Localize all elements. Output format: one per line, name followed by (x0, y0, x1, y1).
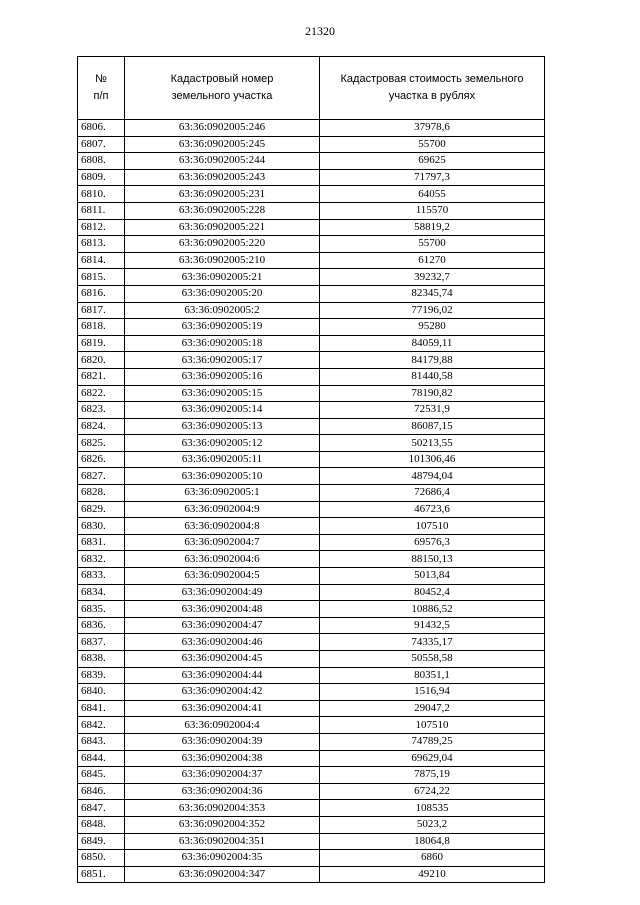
cadastral-number: 63:36:0902004:44 (125, 667, 320, 684)
table-row (78, 833, 545, 850)
cadastral-number: 63:36:0902004:45 (125, 651, 320, 668)
cadastral-value: 39232,7 (320, 269, 545, 286)
header-index: № п/п (78, 57, 125, 120)
cadastral-value: 29047,2 (320, 700, 545, 717)
table-row (78, 368, 545, 385)
table-row (78, 402, 545, 419)
cadastral-value: 80452,4 (320, 584, 545, 601)
row-index: 6809. (78, 169, 125, 186)
table-row (78, 385, 545, 402)
table-row (78, 236, 545, 253)
table-row (78, 568, 545, 585)
table-row (78, 850, 545, 867)
cadastral-number: 63:36:0902004:46 (125, 634, 320, 651)
row-index: 6839. (78, 667, 125, 684)
cadastral-number: 63:36:0902004:47 (125, 617, 320, 634)
table-row (78, 169, 545, 186)
row-index: 6827. (78, 468, 125, 485)
cadastral-number: 63:36:0902004:39 (125, 733, 320, 750)
row-index: 6837. (78, 634, 125, 651)
cadastral-number: 63:36:0902004:7 (125, 534, 320, 551)
row-index: 6830. (78, 518, 125, 535)
cadastral-number: 63:36:0902004:352 (125, 816, 320, 833)
cadastral-value: 7875,19 (320, 767, 545, 784)
cadastral-value: 88150,13 (320, 551, 545, 568)
row-index: 6810. (78, 186, 125, 203)
row-index: 6851. (78, 866, 125, 883)
table-row (78, 783, 545, 800)
cadastral-value: 95280 (320, 319, 545, 336)
cadastral-value: 101306,46 (320, 451, 545, 468)
cadastral-value: 84059,11 (320, 335, 545, 352)
cadastral-number: 63:36:0902004:38 (125, 750, 320, 767)
cadastral-value: 115570 (320, 202, 545, 219)
cadastral-number: 63:36:0902005:220 (125, 236, 320, 253)
cadastral-value: 69625 (320, 153, 545, 170)
cadastral-number: 63:36:0902004:6 (125, 551, 320, 568)
cadastral-value: 5013,84 (320, 568, 545, 585)
table-row (78, 136, 545, 153)
row-index: 6811. (78, 202, 125, 219)
table-row (78, 451, 545, 468)
table-row (78, 601, 545, 618)
row-index: 6840. (78, 684, 125, 701)
cadastral-number: 63:36:0902005:19 (125, 319, 320, 336)
table-row (78, 285, 545, 302)
table-row (78, 733, 545, 750)
cadastral-number: 63:36:0902005:228 (125, 202, 320, 219)
table-row (78, 866, 545, 883)
cadastral-number: 63:36:0902005:12 (125, 435, 320, 452)
row-index: 6843. (78, 733, 125, 750)
cadastral-number: 63:36:0902005:20 (125, 285, 320, 302)
row-index: 6819. (78, 335, 125, 352)
table-row (78, 800, 545, 817)
row-index: 6841. (78, 700, 125, 717)
table-row (78, 186, 545, 203)
row-index: 6822. (78, 385, 125, 402)
cadastral-value: 77196,02 (320, 302, 545, 319)
table-row (78, 750, 545, 767)
cadastral-value: 82345,74 (320, 285, 545, 302)
row-index: 6850. (78, 850, 125, 867)
row-index: 6807. (78, 136, 125, 153)
cadastral-value: 46723,6 (320, 501, 545, 518)
cadastral-value: 71797,3 (320, 169, 545, 186)
row-index: 6828. (78, 485, 125, 502)
table-row (78, 584, 545, 601)
cadastral-number: 63:36:0902005:16 (125, 368, 320, 385)
cadastral-value: 72531,9 (320, 402, 545, 419)
cadastral-number: 63:36:0902004:5 (125, 568, 320, 585)
table-row (78, 153, 545, 170)
cadastral-number: 63:36:0902005:243 (125, 169, 320, 186)
table-row (78, 767, 545, 784)
table-row (78, 684, 545, 701)
row-index: 6834. (78, 584, 125, 601)
cadastral-number: 63:36:0902005:14 (125, 402, 320, 419)
row-index: 6829. (78, 501, 125, 518)
cadastral-value: 84179,88 (320, 352, 545, 369)
row-index: 6844. (78, 750, 125, 767)
table-header-row (78, 57, 545, 120)
cadastral-value: 69629,04 (320, 750, 545, 767)
cadastral-number: 63:36:0902004:36 (125, 783, 320, 800)
row-index: 6815. (78, 269, 125, 286)
table-row (78, 219, 545, 236)
table-row (78, 717, 545, 734)
table-row (78, 335, 545, 352)
row-index: 6847. (78, 800, 125, 817)
cadastral-number: 63:36:0902004:35 (125, 850, 320, 867)
row-index: 6848. (78, 816, 125, 833)
table-row (78, 485, 545, 502)
table-row (78, 501, 545, 518)
cadastral-number: 63:36:0902005:21 (125, 269, 320, 286)
cadastral-number: 63:36:0902004:42 (125, 684, 320, 701)
row-index: 6836. (78, 617, 125, 634)
cadastral-number: 63:36:0902005:210 (125, 252, 320, 269)
cadastral-value: 55700 (320, 136, 545, 153)
table-row (78, 418, 545, 435)
row-index: 6845. (78, 767, 125, 784)
table-row (78, 518, 545, 535)
cadastral-value: 64055 (320, 186, 545, 203)
cadastral-number: 63:36:0902005:15 (125, 385, 320, 402)
row-index: 6806. (78, 120, 125, 137)
cadastral-value: 50213,55 (320, 435, 545, 452)
row-index: 6831. (78, 534, 125, 551)
table-row (78, 468, 545, 485)
cadastral-value: 18064,8 (320, 833, 545, 850)
cadastral-value: 74789,25 (320, 733, 545, 750)
table-body (78, 120, 545, 883)
cadastral-value: 58819,2 (320, 219, 545, 236)
row-index: 6824. (78, 418, 125, 435)
cadastral-number: 63:36:0902004:9 (125, 501, 320, 518)
cadastral-number: 63:36:0902004:353 (125, 800, 320, 817)
cadastral-number: 63:36:0902004:4 (125, 717, 320, 734)
cadastral-value: 107510 (320, 717, 545, 734)
cadastral-table (77, 56, 545, 883)
row-index: 6808. (78, 153, 125, 170)
cadastral-value: 10886,52 (320, 601, 545, 618)
cadastral-value: 1516,94 (320, 684, 545, 701)
cadastral-number: 63:36:0902005:1 (125, 485, 320, 502)
table-row (78, 617, 545, 634)
cadastral-number: 63:36:0902005:11 (125, 451, 320, 468)
cadastral-value: 91432,5 (320, 617, 545, 634)
row-index: 6823. (78, 402, 125, 419)
cadastral-number: 63:36:0902005:231 (125, 186, 320, 203)
cadastral-number: 63:36:0902005:10 (125, 468, 320, 485)
cadastral-value: 61270 (320, 252, 545, 269)
cadastral-value: 81440,58 (320, 368, 545, 385)
row-index: 6821. (78, 368, 125, 385)
cadastral-value: 107510 (320, 518, 545, 535)
table-row (78, 302, 545, 319)
table-row (78, 269, 545, 286)
row-index: 6833. (78, 568, 125, 585)
header-cadastral-value: Кадастровая стоимость земельного участка в рублях (320, 57, 545, 120)
row-index: 6820. (78, 352, 125, 369)
table-row (78, 319, 545, 336)
cadastral-number: 63:36:0902005:221 (125, 219, 320, 236)
table-row (78, 634, 545, 651)
cadastral-number: 63:36:0902004:48 (125, 601, 320, 618)
row-index: 6826. (78, 451, 125, 468)
row-index: 6816. (78, 285, 125, 302)
cadastral-value: 50558,58 (320, 651, 545, 668)
table-row (78, 352, 545, 369)
row-index: 6846. (78, 783, 125, 800)
table-row (78, 700, 545, 717)
table-row (78, 120, 545, 137)
row-index: 6838. (78, 651, 125, 668)
cadastral-number: 63:36:0902004:37 (125, 767, 320, 784)
cadastral-number: 63:36:0902005:244 (125, 153, 320, 170)
cadastral-number: 63:36:0902005:246 (125, 120, 320, 137)
row-index: 6814. (78, 252, 125, 269)
cadastral-value: 78190,82 (320, 385, 545, 402)
row-index: 6832. (78, 551, 125, 568)
cadastral-value: 48794,04 (320, 468, 545, 485)
cadastral-value: 6860 (320, 850, 545, 867)
row-index: 6842. (78, 717, 125, 734)
cadastral-value: 55700 (320, 236, 545, 253)
table-row (78, 551, 545, 568)
row-index: 6813. (78, 236, 125, 253)
cadastral-value: 37978,6 (320, 120, 545, 137)
cadastral-number: 63:36:0902004:49 (125, 584, 320, 601)
cadastral-value: 72686,4 (320, 485, 545, 502)
cadastral-number: 63:36:0902005:2 (125, 302, 320, 319)
row-index: 6818. (78, 319, 125, 336)
table-row (78, 816, 545, 833)
row-index: 6812. (78, 219, 125, 236)
cadastral-value: 49210 (320, 866, 545, 883)
cadastral-number: 63:36:0902005:245 (125, 136, 320, 153)
table-row (78, 534, 545, 551)
cadastral-number: 63:36:0902005:13 (125, 418, 320, 435)
cadastral-value: 69576,3 (320, 534, 545, 551)
header-cadastral-number: Кадастровый номер земельного участка (125, 57, 320, 120)
row-index: 6825. (78, 435, 125, 452)
cadastral-number: 63:36:0902004:347 (125, 866, 320, 883)
table-row (78, 651, 545, 668)
row-index: 6835. (78, 601, 125, 618)
row-index: 6849. (78, 833, 125, 850)
cadastral-value: 5023,2 (320, 816, 545, 833)
cadastral-number: 63:36:0902005:18 (125, 335, 320, 352)
cadastral-value: 80351,1 (320, 667, 545, 684)
table-row (78, 667, 545, 684)
cadastral-number: 63:36:0902004:41 (125, 700, 320, 717)
cadastral-value: 74335,17 (320, 634, 545, 651)
page-number: 21320 (305, 24, 335, 38)
row-index: 6817. (78, 302, 125, 319)
table-row (78, 252, 545, 269)
cadastral-value: 86087,15 (320, 418, 545, 435)
table-row (78, 202, 545, 219)
cadastral-number: 63:36:0902005:17 (125, 352, 320, 369)
cadastral-value: 108535 (320, 800, 545, 817)
table-row (78, 435, 545, 452)
cadastral-value: 6724,22 (320, 783, 545, 800)
cadastral-number: 63:36:0902004:8 (125, 518, 320, 535)
cadastral-number: 63:36:0902004:351 (125, 833, 320, 850)
